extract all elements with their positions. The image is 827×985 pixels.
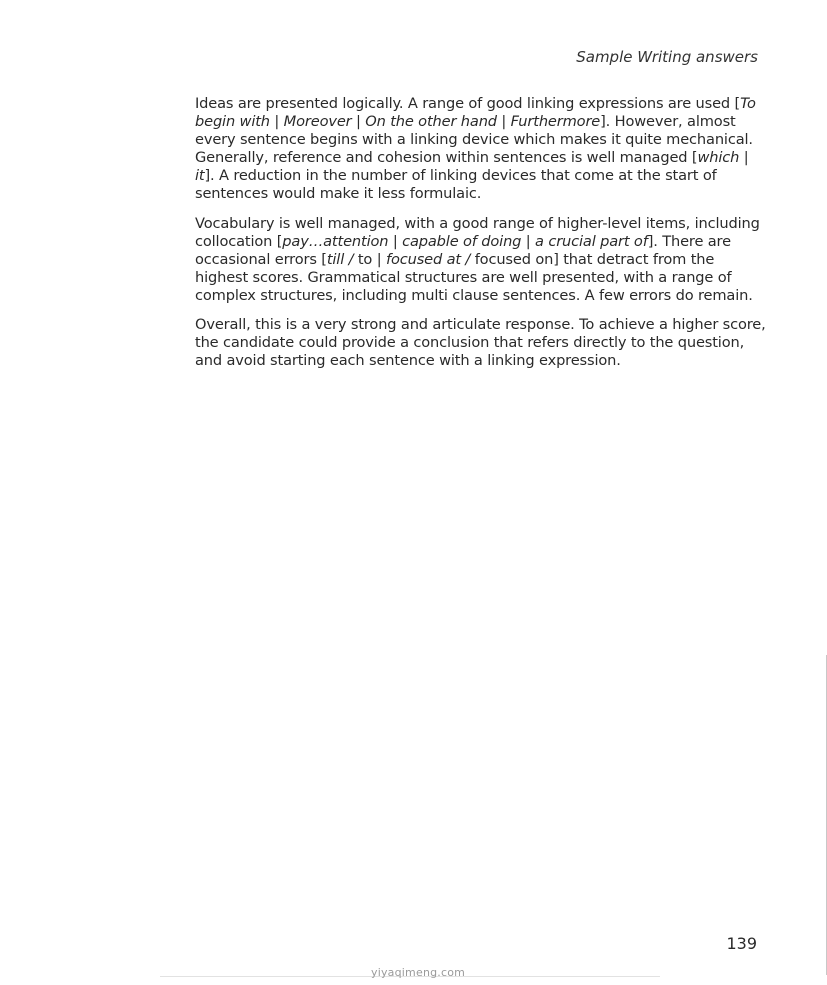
text-segment: Overall, this is a very strong and articulate response. To achieve a higher score, the candidate could provide a conclusion that refers directly to the question, and avoid starting each sentence with a linking expression.: [195, 316, 766, 370]
text-segment: |: [496, 113, 511, 131]
italic-example: till /: [326, 250, 354, 268]
text-segment: |: [269, 113, 284, 131]
italic-example: a crucial part of: [535, 232, 648, 250]
text-segment: Ideas are presented logically. A range of good linking expressions are used [: [195, 95, 741, 112]
text-segment: to |: [353, 250, 386, 268]
text-segment: focused on] that detract from the highest scores. Grammatical structures are well presented, with a range of complex structures, including multi clause sentences. A few errors do remain.: [195, 250, 753, 304]
body-text: [195, 95, 770, 381]
italic-example: Furthermore: [510, 113, 601, 131]
text-segment: ]. However, almost every sentence begins with a linking device which makes it quite mechanical. Generally, reference and cohesion within sentences is well managed [: [195, 113, 753, 167]
italic-example: On the other hand: [365, 113, 497, 131]
italic-example: capable of doing: [402, 232, 522, 250]
italic-example: it: [195, 167, 205, 185]
text-segment: |: [351, 113, 366, 131]
italic-example: focused at /: [385, 250, 471, 268]
text-segment: ]. A reduction in the number of linking devices that come at the start of sentences would make it less formulaic.: [195, 167, 717, 203]
text-segment: |: [388, 232, 403, 250]
text-segment: Vocabulary is well managed, with a good range of higher-level items, including collocation [: [195, 214, 760, 250]
running-head: Sample Writing answers: [576, 48, 758, 66]
body-paragraph: [195, 215, 770, 305]
body-paragraph: [195, 95, 770, 204]
page-number: 139: [726, 934, 757, 953]
italic-example: To begin with: [195, 95, 756, 131]
body-paragraph: [195, 316, 770, 370]
italic-example: which: [697, 149, 740, 167]
text-segment: ]. There are occasional errors [: [195, 232, 731, 268]
watermark: yiyaqimeng.com: [371, 966, 466, 979]
text-segment: |: [521, 232, 536, 250]
italic-example: pay…attention: [282, 232, 389, 250]
italic-example: Moreover: [283, 113, 352, 131]
text-segment: |: [739, 149, 749, 167]
